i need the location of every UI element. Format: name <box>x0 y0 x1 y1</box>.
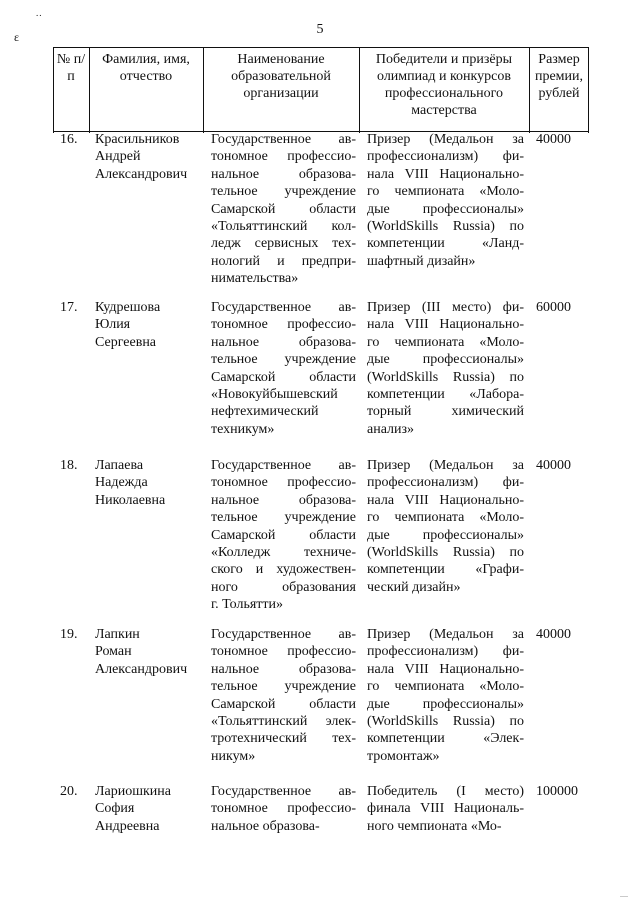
org-line: тономное профессио- <box>211 317 356 333</box>
header-name: Фамилия, имя, отчество <box>102 52 190 84</box>
prize-amount: 60000 <box>536 300 571 315</box>
name-line: Юлия <box>95 317 131 333</box>
org-line: тономное профессио- <box>211 149 356 165</box>
header-top-border <box>53 47 589 48</box>
org-line: тельное учреждение <box>211 679 356 695</box>
award-line: Призер (III место) фи- <box>367 300 524 315</box>
org-line: нимательства» <box>211 271 299 287</box>
org-line: тельное учреждение <box>211 184 356 200</box>
recipient-name <box>95 131 205 183</box>
award-line: дые профессионалы» <box>367 352 524 368</box>
table-header <box>53 47 589 133</box>
name-line: Лапкин <box>95 627 140 642</box>
header-prize: Размер премии, рублей <box>534 52 584 101</box>
award-line: компетенции «Графи- <box>367 562 524 578</box>
award-line: Призер (Медальон за <box>367 627 524 642</box>
scan-mark-side: ɛ <box>14 30 20 44</box>
award-line: го чемпионата «Моло- <box>367 334 524 350</box>
org-line: тельное учреждение <box>211 352 356 368</box>
award-line: дые профессионалы» <box>367 201 524 217</box>
org-line: Государственное ав- <box>211 300 356 315</box>
org-line: Самарской области <box>211 369 356 385</box>
award-line: анализ» <box>367 421 415 437</box>
org-line: техникум» <box>211 421 275 437</box>
award-description <box>367 299 524 438</box>
prize-amount: 40000 <box>536 132 571 147</box>
award-line: нала VIII Национально- <box>367 317 524 333</box>
award-line: компетенции «Лабора- <box>367 387 524 403</box>
award-line: ческий дизайн» <box>367 579 461 595</box>
header-org: Наименование образовательной организации <box>231 52 331 101</box>
name-line: Андрей <box>95 149 141 165</box>
org-line: тономное профессио- <box>211 644 356 660</box>
org-line: тротехнический тех- <box>211 731 356 747</box>
org-line: нальное образова- <box>211 661 356 677</box>
name-line: Николаевна <box>95 492 166 508</box>
header-divider <box>529 47 530 133</box>
page-number: 5 <box>316 22 324 37</box>
header-divider <box>53 47 54 133</box>
org-line: нальное образова- <box>211 334 356 350</box>
organization-name <box>211 131 356 288</box>
org-line: ского и художествен- <box>211 562 356 578</box>
award-line: профессионализм) фи- <box>367 475 524 491</box>
org-line: нефтехимический <box>211 404 319 420</box>
org-line: Государственное ав- <box>211 627 356 642</box>
name-line: София <box>95 801 135 817</box>
award-line: дые профессионалы» <box>367 527 524 543</box>
header-divider <box>203 47 204 133</box>
name-line: Надежда <box>95 475 148 491</box>
award-line: (WorldSkills Russia) по <box>367 545 524 561</box>
award-line: го чемпионата «Моло- <box>367 679 524 695</box>
org-line: «Новокуйбышевский <box>211 387 338 403</box>
org-line: «Колледж техниче- <box>211 545 356 561</box>
org-line: Самарской области <box>211 527 356 543</box>
award-line: компетенции «Ланд- <box>367 236 524 252</box>
org-line: тономное профессио- <box>211 801 356 817</box>
row-number: 20. <box>60 784 78 799</box>
org-line: Государственное ав- <box>211 458 356 473</box>
org-line: ледж сервисных тех- <box>211 236 356 252</box>
scan-mark-dots: .. <box>36 8 43 18</box>
row-number: 17. <box>60 300 78 315</box>
header-divider <box>89 47 90 133</box>
org-line: тельное учреждение <box>211 510 356 526</box>
award-line: Победитель (I место) <box>367 784 524 799</box>
award-line: (WorldSkills Russia) по <box>367 369 524 385</box>
prize-amount: 40000 <box>536 458 571 473</box>
name-line: Александрович <box>95 661 188 677</box>
org-line: нальное образова- <box>211 818 320 834</box>
award-line: Призер (Медальон за <box>367 132 524 147</box>
recipient-name <box>95 783 205 835</box>
org-line: Самарской области <box>211 696 356 712</box>
name-line: Лапаева <box>95 458 144 473</box>
award-line: ного чемпионата «Мо- <box>367 818 502 834</box>
org-line: нальное образова- <box>211 166 356 182</box>
award-line: дые профессионалы» <box>367 696 524 712</box>
award-line: (WorldSkills Russia) по <box>367 219 524 235</box>
award-line: го чемпионата «Моло- <box>367 510 524 526</box>
name-line: Сергеевна <box>95 334 157 350</box>
org-line: нологий и предпри- <box>211 253 356 269</box>
prize-amount: 100000 <box>536 784 578 799</box>
row-number: 19. <box>60 627 78 642</box>
name-line: Роман <box>95 644 132 660</box>
row-number: 16. <box>60 132 78 147</box>
header-num: № п/п <box>56 52 86 84</box>
prize-amount: 40000 <box>536 627 571 642</box>
name-line: Красильников <box>95 132 180 147</box>
organization-name <box>211 626 356 765</box>
org-line: ного образования <box>211 579 356 595</box>
award-line: го чемпионата «Моло- <box>367 184 524 200</box>
award-line: компетенции «Элек- <box>367 731 524 747</box>
name-line: Александрович <box>95 166 188 182</box>
award-line: (WorldSkills Russia) по <box>367 714 524 730</box>
award-line: Призер (Медальон за <box>367 458 524 473</box>
award-line: нала VIII Национально- <box>367 166 524 182</box>
award-description <box>367 131 524 270</box>
name-line: Лариошкина <box>95 784 171 799</box>
recipient-name <box>95 299 205 351</box>
org-line: Государственное ав- <box>211 132 356 147</box>
award-description <box>367 783 524 835</box>
org-line: «Тольяттинский кол- <box>211 219 356 235</box>
award-line: торный химический <box>367 404 524 420</box>
scan-corner-mark: .... <box>620 890 628 899</box>
award-line: шафтный дизайн» <box>367 253 476 269</box>
organization-name <box>211 783 356 835</box>
name-line: Андреевна <box>95 818 160 834</box>
organization-name <box>211 457 356 614</box>
row-number: 18. <box>60 458 78 473</box>
organization-name <box>211 299 356 438</box>
award-line: нала VIII Национально- <box>367 661 524 677</box>
award-line: финала VIII Националь- <box>367 801 524 817</box>
award-line: профессионализм) фи- <box>367 644 524 660</box>
award-description <box>367 457 524 596</box>
recipient-name <box>95 626 205 678</box>
award-line: тромонтаж» <box>367 748 440 764</box>
org-line: г. Тольятти» <box>211 597 284 613</box>
header-divider <box>588 47 589 133</box>
header-divider <box>359 47 360 133</box>
org-line: тономное профессио- <box>211 475 356 491</box>
org-line: нальное образова- <box>211 492 356 508</box>
recipient-name <box>95 457 205 509</box>
org-line: никум» <box>211 748 256 764</box>
org-line: Государственное ав- <box>211 784 356 799</box>
header-award: Победители и призёры олимпиад и конкурсов профессионального мастерства <box>375 52 513 118</box>
name-line: Кудрешова <box>95 300 161 315</box>
award-description <box>367 626 524 765</box>
org-line: «Тольяттинский элек- <box>211 714 356 730</box>
award-line: профессионализм) фи- <box>367 149 524 165</box>
org-line: Самарской области <box>211 201 356 217</box>
award-line: нала VIII Национально- <box>367 492 524 508</box>
